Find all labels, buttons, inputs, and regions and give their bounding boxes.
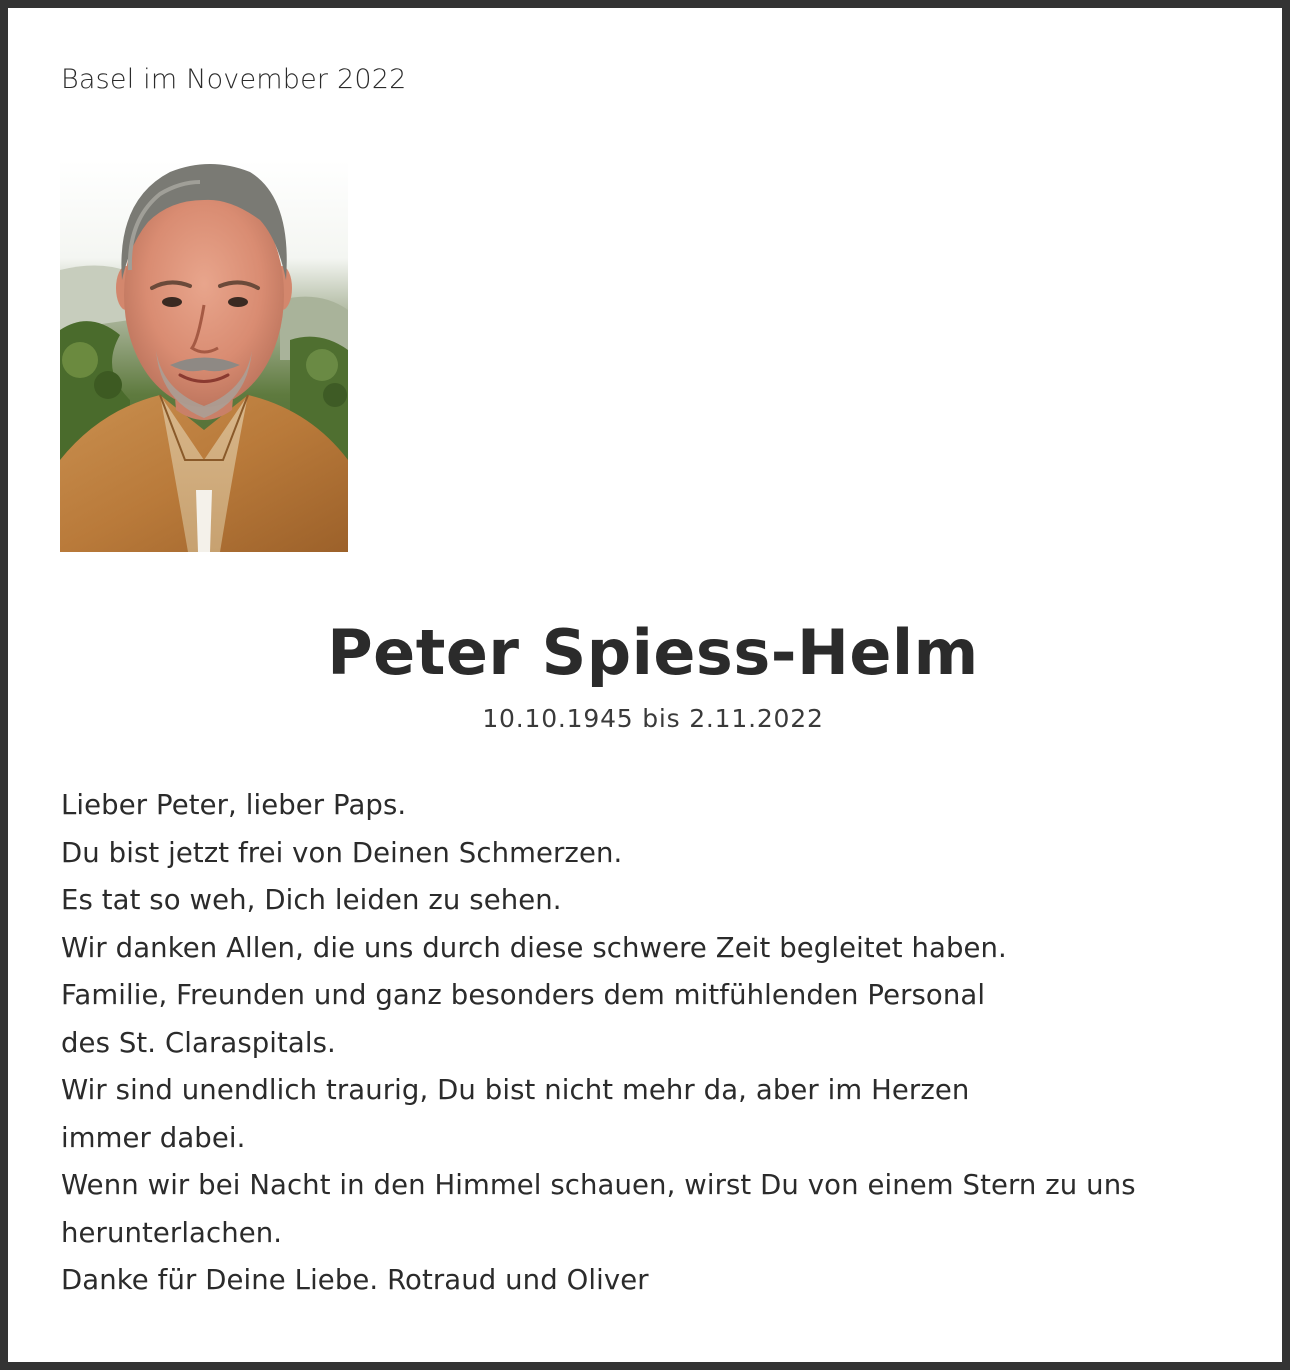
message-line: Danke für Deine Liebe. Rotraud und Oliver — [61, 1264, 649, 1296]
message-line: Wir danken Allen, die uns durch diese schwere Zeit begleitet haben. — [61, 931, 1007, 964]
message-line: Wenn wir bei Nacht in den Himmel schauen, wirst Du von einem Stern zu uns — [61, 1169, 1136, 1201]
portrait-photo — [60, 160, 348, 552]
message-line: Familie, Freunden und ganz besonders dem mitfühlenden Personal — [61, 979, 986, 1011]
deceased-name: Peter Spiess-Helm — [327, 616, 979, 689]
message-line: immer dabei. — [61, 1121, 246, 1154]
message-line: herunterlachen. — [61, 1216, 283, 1249]
obituary-message — [61, 782, 1241, 1305]
message-line: des St. Claraspitals. — [61, 1026, 336, 1059]
message-line: Es tat so weh, Dich leiden zu sehen. — [61, 884, 562, 916]
message-line: Lieber Peter, lieber Paps. — [61, 789, 407, 821]
place-date: Basel im November 2022 — [61, 64, 407, 95]
message-line: Du bist jetzt frei von Deinen Schmerzen. — [61, 836, 623, 869]
message-line: Wir sind unendlich traurig, Du bist nicht mehr da, aber im Herzen — [61, 1074, 970, 1106]
lifespan-dates: 10.10.1945 bis 2.11.2022 — [482, 704, 824, 733]
